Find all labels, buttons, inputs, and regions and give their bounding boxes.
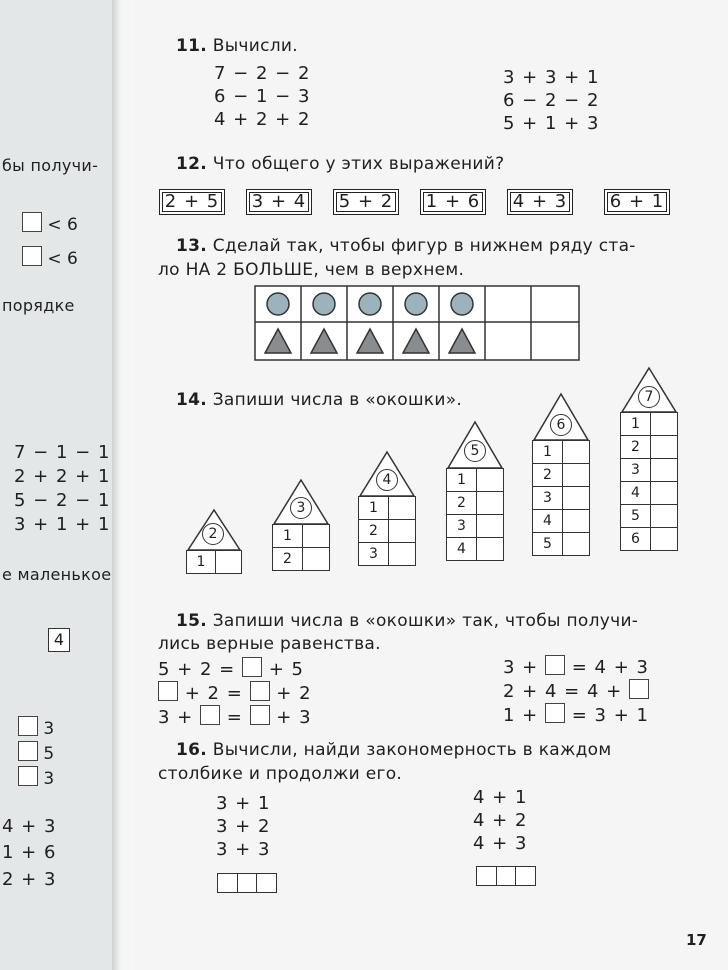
answer-window[interactable] xyxy=(651,459,678,482)
left-expr-6: 1 + 6 xyxy=(2,842,57,863)
task11-col2 xyxy=(503,66,599,135)
left-expr-3: 5 − 2 − 1 xyxy=(14,490,111,511)
expression: 4 + 2 + 2 xyxy=(214,109,311,130)
house-cell: 2 xyxy=(273,548,303,571)
house-body xyxy=(186,550,242,574)
expression: 4 + 1 xyxy=(473,787,528,808)
answer-box[interactable] xyxy=(22,212,42,232)
left-page-fragment xyxy=(0,0,119,970)
task-title-line1: Вычисли, найди закономерность в каждом xyxy=(212,740,612,760)
circle-shape xyxy=(313,293,335,315)
page-number: 17 xyxy=(686,931,707,949)
answer-box[interactable] xyxy=(22,246,42,266)
expression: 3 + 3 xyxy=(216,839,271,860)
answer-box[interactable] xyxy=(18,766,38,786)
answer-window[interactable] xyxy=(563,487,590,510)
answer-cells[interactable] xyxy=(476,866,535,886)
answer-window[interactable] xyxy=(477,469,504,492)
task-number: 14. xyxy=(176,390,208,410)
house-cell: 1 xyxy=(273,525,303,548)
expression: 5 + 1 + 3 xyxy=(503,113,600,134)
answer-box[interactable] xyxy=(250,681,270,701)
task-title: Что общего у этих выражений? xyxy=(212,154,505,174)
house-cell: 1 xyxy=(447,469,477,492)
answer-window[interactable] xyxy=(303,548,330,571)
left-box-row-1: 3 xyxy=(18,716,54,739)
answer-window[interactable] xyxy=(651,436,678,459)
equation-row: 3 + = + 3 xyxy=(158,707,312,728)
house-body xyxy=(446,468,504,561)
answer-window[interactable] xyxy=(303,525,330,548)
left-text-3: е маленькое xyxy=(2,565,112,584)
answer-window[interactable] xyxy=(651,413,678,436)
answer-box[interactable] xyxy=(629,679,649,699)
house-cell: 5 xyxy=(621,505,651,528)
left-box-4: 4 xyxy=(48,628,70,652)
expression: 4 + 3 xyxy=(473,833,528,854)
task11-heading xyxy=(176,36,298,56)
equation-row: 2 + 4 = 4 + xyxy=(503,679,649,703)
answer-box[interactable] xyxy=(242,657,262,677)
house-cell: 1 xyxy=(533,441,563,464)
house-cell: 1 xyxy=(621,413,651,436)
house-cell: 1 xyxy=(187,551,216,574)
task-number: 16. xyxy=(176,740,208,760)
left-expr-1: 7 − 1 − 1 xyxy=(14,442,111,463)
task15-title-line2: лись верные равенства. xyxy=(158,634,381,654)
expression: 4 + 2 xyxy=(473,810,528,831)
house-body xyxy=(272,524,330,571)
circle-shape xyxy=(451,293,473,315)
expression: 3 + 1 xyxy=(216,793,271,814)
house-cell: 2 xyxy=(359,520,389,543)
task-title: Запиши числа в «окошки». xyxy=(212,390,463,410)
left-expr-5: 4 + 3 xyxy=(2,816,57,837)
house-cell: 4 xyxy=(621,482,651,505)
house-cell: 6 xyxy=(621,528,651,551)
book-gutter xyxy=(112,0,134,970)
house-cell: 4 xyxy=(447,538,477,561)
house-cell: 4 xyxy=(533,510,563,533)
left-ineq-1: < 6 xyxy=(22,212,78,235)
house-cell: 2 xyxy=(621,436,651,459)
house-cell: 2 xyxy=(533,464,563,487)
answer-window[interactable] xyxy=(563,441,590,464)
answer-box[interactable] xyxy=(545,655,565,675)
shapes-grid xyxy=(254,285,580,361)
house-cell: 3 xyxy=(533,487,563,510)
answer-window[interactable] xyxy=(563,464,590,487)
house-cell: 3 xyxy=(621,459,651,482)
task-number: 15. xyxy=(176,611,208,631)
answer-cells[interactable] xyxy=(217,873,276,893)
house-number-circle: 5 xyxy=(464,440,486,462)
answer-window[interactable] xyxy=(651,482,678,505)
task16-col2 xyxy=(473,786,527,855)
answer-window[interactable] xyxy=(651,505,678,528)
expression: 3 + 3 + 1 xyxy=(503,67,600,88)
expression-card: 4 + 3 xyxy=(507,189,573,215)
expression: 3 + 2 xyxy=(216,816,271,837)
expression: 7 − 2 − 2 xyxy=(214,63,311,84)
house-cell: 5 xyxy=(533,533,563,556)
left-box-row-2: 5 xyxy=(18,741,54,764)
task15-heading xyxy=(176,611,638,631)
task-number: 12. xyxy=(176,154,208,174)
circle-shape xyxy=(359,293,381,315)
left-expr-7: 2 + 3 xyxy=(2,869,57,890)
task12-heading xyxy=(176,154,504,174)
answer-window[interactable] xyxy=(563,533,590,556)
answer-window[interactable] xyxy=(389,497,416,520)
expression-card: 5 + 2 xyxy=(333,189,399,215)
task-number: 11. xyxy=(176,36,208,56)
house-cell: 1 xyxy=(359,497,389,520)
task14-heading xyxy=(176,390,462,410)
task13-heading xyxy=(176,236,636,256)
house-body xyxy=(620,412,678,551)
task11-col1 xyxy=(214,62,310,131)
task-title-line1: Сделай так, чтобы фигур в нижнем ряду ста- xyxy=(212,236,636,256)
house-number-circle: 6 xyxy=(550,414,572,436)
equation-row: 3 + = 4 + 3 xyxy=(503,657,649,678)
house-cell: 3 xyxy=(359,543,389,566)
expression-card: 1 + 6 xyxy=(420,189,486,215)
house-cell: 3 xyxy=(447,515,477,538)
answer-window[interactable] xyxy=(563,510,590,533)
equation-row: 5 + 2 = + 5 xyxy=(158,659,304,680)
expression-card: 3 + 4 xyxy=(246,189,312,215)
answer-box[interactable] xyxy=(18,716,38,736)
task16-heading xyxy=(176,740,611,760)
task13-title-line2: ло НА 2 БОЛЬШЕ, чем в верхнем. xyxy=(158,260,465,280)
left-box-row-3: 3 xyxy=(18,766,54,789)
house-number-circle: 7 xyxy=(638,386,660,408)
left-ineq-2: < 6 xyxy=(22,246,78,269)
expression: 6 − 1 − 3 xyxy=(214,86,311,107)
equation-row: 1 + = 3 + 1 xyxy=(503,705,649,726)
task16-title-line2: столбике и продолжи его. xyxy=(158,764,403,784)
answer-box[interactable] xyxy=(18,741,38,761)
left-text-1: бы получи- xyxy=(2,156,99,175)
left-text-2: порядке xyxy=(2,296,75,315)
house-body xyxy=(358,496,416,566)
left-expr-2: 2 + 2 + 1 xyxy=(14,466,111,487)
house-cell: 2 xyxy=(447,492,477,515)
left-expr-4: 3 + 1 + 1 xyxy=(14,514,111,535)
answer-box[interactable] xyxy=(200,705,220,725)
expression: 6 − 2 − 2 xyxy=(503,90,600,111)
house-body xyxy=(532,440,590,556)
answer-box[interactable] xyxy=(545,703,565,723)
task-title: Вычисли. xyxy=(212,36,298,56)
equation-row: + 2 = + 2 xyxy=(158,681,312,705)
house-number-circle: 4 xyxy=(376,469,398,491)
house-number-circle: 3 xyxy=(290,497,312,519)
answer-window[interactable] xyxy=(651,528,678,551)
answer-window[interactable] xyxy=(477,492,504,515)
expression-card: 2 + 5 xyxy=(159,189,225,215)
answer-box[interactable] xyxy=(250,705,270,725)
circle-shape xyxy=(405,293,427,315)
task-title-line1: Запиши числа в «окошки» так, чтобы получи- xyxy=(212,611,639,631)
answer-window[interactable] xyxy=(216,551,242,574)
answer-window[interactable] xyxy=(477,538,504,561)
house-number-circle: 2 xyxy=(202,523,224,545)
task16-col1 xyxy=(216,792,270,861)
answer-window[interactable] xyxy=(477,515,504,538)
answer-window[interactable] xyxy=(389,543,416,566)
task-number: 13. xyxy=(176,236,208,256)
answer-box[interactable] xyxy=(158,681,178,701)
answer-window[interactable] xyxy=(389,520,416,543)
expression-card: 6 + 1 xyxy=(604,189,670,215)
circle-shape xyxy=(267,293,289,315)
